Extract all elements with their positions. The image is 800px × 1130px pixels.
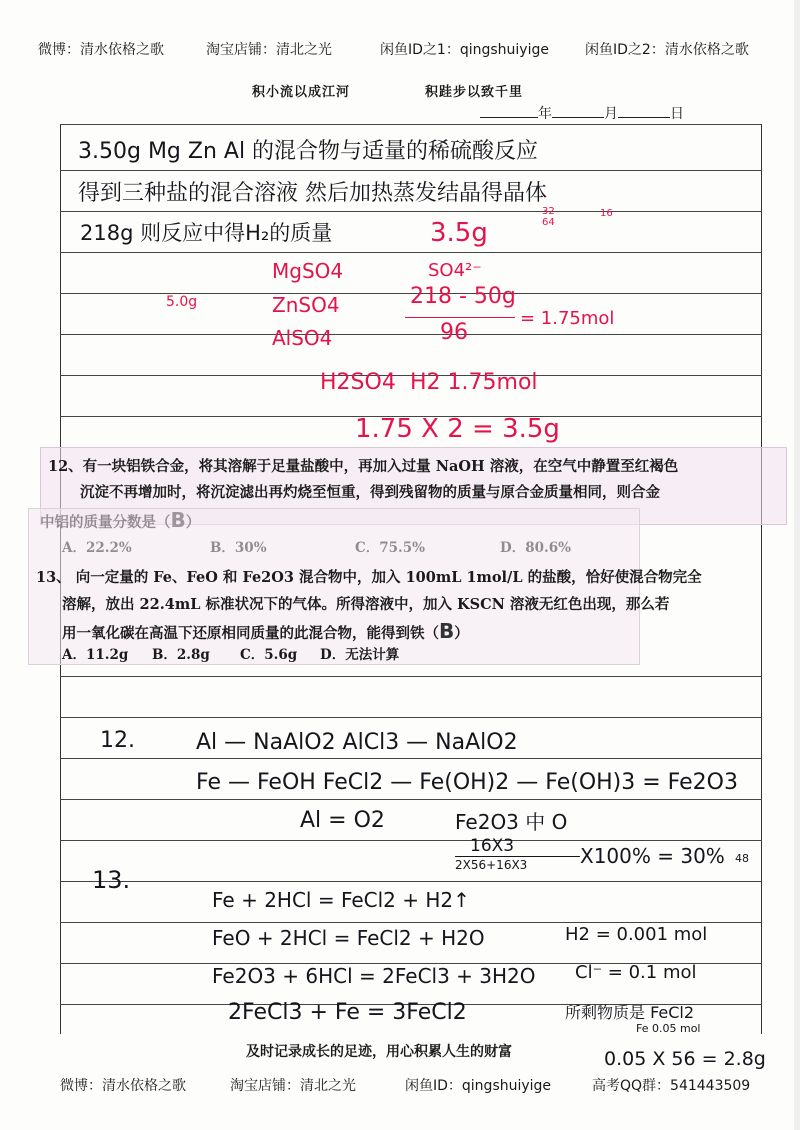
- fraction-result: = 1.75mol: [520, 308, 615, 329]
- work12-fe-chain: Fe — FeOH FeCl2 — Fe(OH)2 — Fe(OH)3 = Fe2O3: [196, 770, 738, 795]
- problem-line-1: 3.50g Mg Zn Al 的混合物与适量的稀硫酸反应: [78, 139, 539, 164]
- work12-frac-bar: [455, 856, 580, 857]
- salt-znso4: ZnSO4: [272, 293, 340, 317]
- final-calc: 1.75 X 2 = 3.5g: [355, 414, 560, 444]
- rule-line: [60, 211, 762, 212]
- work13-calc: 0.05 X 56 = 2.8g: [604, 1048, 766, 1070]
- q13-line-3: [62, 619, 469, 643]
- q13-option-c: C．5.6g: [240, 647, 298, 663]
- header-xianyu-1: 闲鱼ID之1：qingshuiyige: [380, 42, 549, 58]
- q12-line-1: 12、有一块铝铁合金，将其溶解于足量盐酸中，再加入过量 NaOH 溶液，在空气中静置至红褐色: [48, 458, 679, 475]
- work12-equal: Al = O2: [300, 808, 385, 833]
- footer-xianyu: 闲鱼ID：qingshuiyige: [405, 1078, 552, 1094]
- q13-option-a: A．11.2g: [62, 647, 129, 663]
- work12-result: X100% = 30%: [580, 844, 725, 868]
- header-taobao: 淘宝店铺：清北之光: [206, 42, 332, 58]
- q13-answer: B: [439, 619, 455, 643]
- rule-line: [60, 170, 762, 171]
- footer-motto: 及时记录成长的足迹，用心积累人生的财富: [246, 1044, 512, 1060]
- rule-line: [60, 881, 762, 882]
- sulfate-ion: SO4²⁻: [428, 260, 482, 281]
- work13-h2: H2 = 0.001 mol: [565, 924, 708, 945]
- header-weibo: 微博：清水依格之歌: [38, 42, 164, 58]
- rule-line: [60, 124, 762, 125]
- q13-line-1: 13、 向一定量的 Fe、FeO 和 Fe2O3 混合物中，加入 100mL 1mol/L 的盐酸，恰好使混合物完全: [36, 569, 702, 586]
- q13-line-2: 溶解，放出 22.4mL 标准状况下的气体。所得溶液中，加入 KSCN 溶液无红色出现，那么若: [62, 596, 670, 613]
- h2-moles: H2 1.75mol: [410, 370, 538, 395]
- header-xianyu-2: 闲鱼ID之2：清水依格之歌: [585, 42, 749, 58]
- work12-frac-num: 16X3: [470, 836, 515, 856]
- q13-stem-end: 用一氧化碳在高温下还原相同质量的此混合物，能得到铁（: [62, 625, 439, 642]
- fraction-bar: [405, 317, 515, 318]
- footer-taobao: 淘宝店铺：清北之光: [230, 1078, 356, 1094]
- work13-eq-2: FeO + 2HCl = FeCl2 + H2O: [212, 926, 485, 950]
- work13-eq-1: Fe + 2HCl = FeCl2 + H2↑: [212, 888, 470, 912]
- mass-note: 5.0g: [166, 294, 198, 310]
- problem-note-64: 64: [542, 217, 555, 228]
- rule-line: [60, 799, 762, 800]
- page-edge-shadow: [794, 0, 800, 1130]
- rule-line: [60, 252, 762, 253]
- work13-eq-3: Fe2O3 + 6HCl = 2FeCl3 + 3H2O: [212, 964, 536, 988]
- work13-fe-note: Fe 0.05 mol: [636, 1022, 701, 1035]
- footer-weibo: 微博：清水依格之歌: [60, 1078, 186, 1094]
- h2so4: H2SO4: [320, 370, 396, 395]
- date-line: [480, 103, 684, 123]
- rule-line: [60, 676, 762, 677]
- footer-qq: 高考QQ群：541443509: [592, 1078, 751, 1094]
- motto-right: 积跬步以致千里: [425, 85, 524, 100]
- date-month: 月: [604, 106, 618, 122]
- salt-also4: AlSO4: [272, 326, 333, 350]
- salt-mgso4: MgSO4: [272, 259, 344, 283]
- work12-margin-note: 48: [735, 852, 749, 865]
- problem-answer: 3.5g: [430, 218, 488, 248]
- problem-line-2: 得到三种盐的混合溶液 然后加热蒸发结晶得晶体: [78, 181, 547, 206]
- problem-line-3: 218g 则反应中得H₂的质量: [80, 221, 333, 245]
- date-year: 年: [538, 106, 552, 122]
- q12-line-2: 沉淀不再增加时，将沉淀滤出再灼烧至恒重，得到残留物的质量与原合金质量相同，则合金: [80, 484, 660, 501]
- rule-line: [60, 758, 762, 759]
- work12-label: 12.: [100, 728, 135, 753]
- work13-remark: 所剩物质是 FeCl2: [565, 1003, 695, 1022]
- rule-line: [60, 840, 762, 841]
- work13-eq-4: 2FeCl3 + Fe = 3FeCl2: [228, 1000, 467, 1025]
- q13-option-b: B．2.8g: [152, 647, 210, 663]
- fraction-denominator: 96: [440, 320, 468, 345]
- motto-left: 积小流以成江河: [252, 85, 351, 100]
- work13-label: 13.: [92, 866, 131, 894]
- work12-note: Fe2O3 中 O: [455, 810, 568, 834]
- q13-option-d: D．无法计算: [320, 647, 400, 663]
- work13-cl: Cl⁻ = 0.1 mol: [575, 962, 697, 983]
- work12-al-chain: Al — NaAlO2 AlCl3 — NaAlO2: [196, 730, 518, 755]
- rule-line: [60, 717, 762, 718]
- q13-close-paren: ）: [454, 625, 469, 642]
- work12-frac-den: 2X56+16X3: [455, 858, 528, 872]
- date-day: 日: [670, 106, 684, 122]
- fraction-numerator: 218 - 50g: [410, 284, 516, 309]
- problem-note-32: 32: [542, 206, 555, 217]
- rule-line: [60, 922, 762, 923]
- rule-line: [60, 334, 762, 335]
- problem-note-16: 16: [600, 208, 613, 219]
